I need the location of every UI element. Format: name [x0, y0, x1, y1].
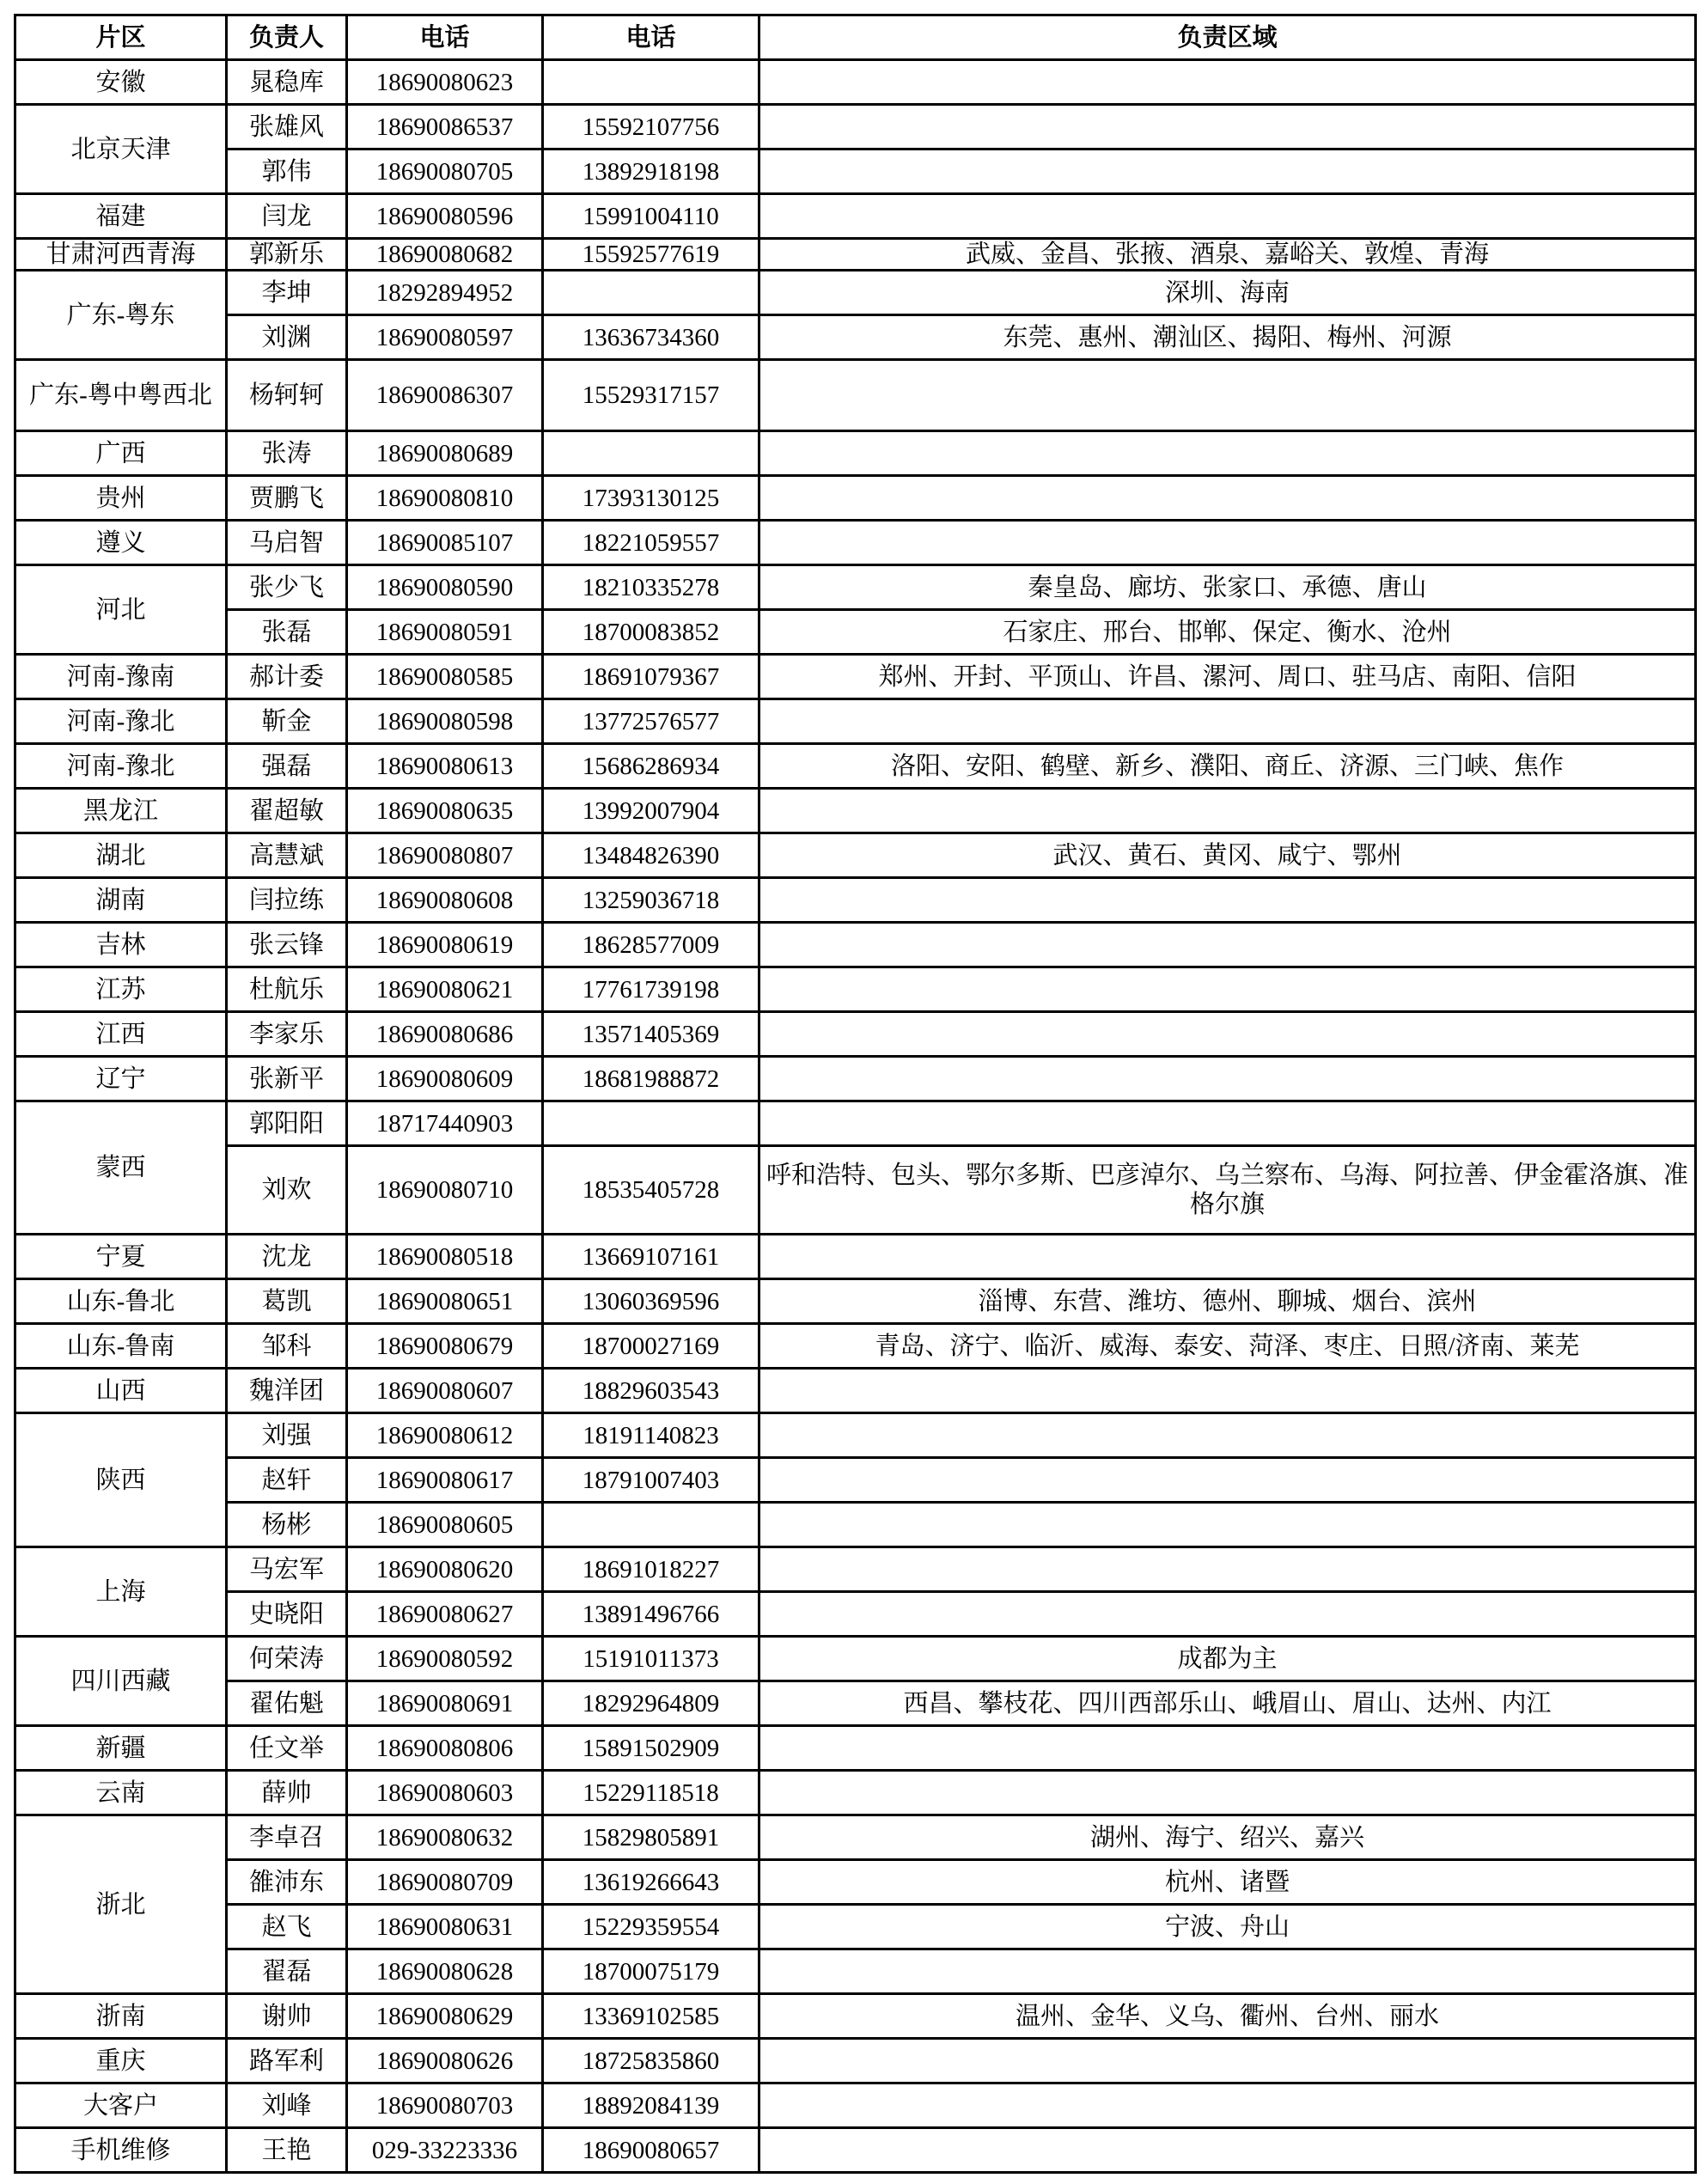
region-cell: 东莞、惠州、潮汕区、揭阳、梅州、河源: [759, 315, 1696, 360]
area-cell: 吉林: [15, 923, 227, 967]
area-cell: 蒙西: [15, 1101, 227, 1235]
area-cell: 遵义: [15, 521, 227, 565]
phone2-cell: 18892084139: [543, 2083, 759, 2128]
phone1-cell: 18690080621: [347, 967, 543, 1012]
person-cell: 张雄风: [227, 105, 347, 149]
phone1-cell: 18690080623: [347, 60, 543, 105]
person-cell: 赵飞: [227, 1905, 347, 1949]
region-cell: 郑州、开封、平顶山、许昌、漯河、周口、驻马店、南阳、信阳: [759, 655, 1696, 699]
phone2-cell: 15686286934: [543, 744, 759, 789]
phone2-cell: 15229359554: [543, 1905, 759, 1949]
phone1-cell: 18690080689: [347, 431, 543, 476]
person-cell: 郭新乐: [227, 239, 347, 271]
phone1-cell: 18690080617: [347, 1458, 543, 1503]
table-row: [15, 878, 1696, 923]
region-cell: [759, 1057, 1696, 1101]
person-cell: 沈龙: [227, 1235, 347, 1279]
area-cell: 四川西藏: [15, 1637, 227, 1726]
region-cell: [759, 194, 1696, 239]
phone2-cell: 13259036718: [543, 878, 759, 923]
phone2-cell: 18628577009: [543, 923, 759, 967]
phone2-cell: 18829603543: [543, 1369, 759, 1413]
table-row: [15, 789, 1696, 833]
region-cell: 西昌、攀枝花、四川西部乐山、峨眉山、眉山、达州、内江: [759, 1681, 1696, 1726]
region-cell: [759, 521, 1696, 565]
region-cell: [759, 2128, 1696, 2173]
person-cell: 闫龙: [227, 194, 347, 239]
person-cell: 晁稳库: [227, 60, 347, 105]
phone1-cell: 18690080585: [347, 655, 543, 699]
phone1-cell: 18690080806: [347, 1726, 543, 1771]
table-row: [15, 1771, 1696, 1815]
phone1-cell: 029-33223336: [347, 2128, 543, 2173]
area-cell: 河南-豫北: [15, 699, 227, 744]
person-cell: 强磊: [227, 744, 347, 789]
area-cell: 安徽: [15, 60, 227, 105]
phone1-cell: 18690080605: [347, 1503, 543, 1547]
person-cell: 魏洋团: [227, 1369, 347, 1413]
table-row: [15, 1413, 1696, 1458]
person-cell: 张磊: [227, 610, 347, 655]
phone2-cell: [543, 1101, 759, 1146]
header-area: 片区: [15, 15, 227, 60]
area-cell: 河北: [15, 565, 227, 655]
table-row: [15, 610, 1696, 655]
person-cell: 薛帅: [227, 1771, 347, 1815]
person-cell: 任文举: [227, 1726, 347, 1771]
region-cell: [759, 1949, 1696, 1994]
table-row: [15, 271, 1696, 315]
phone2-cell: [543, 60, 759, 105]
phone2-cell: 18791007403: [543, 1458, 759, 1503]
phone2-cell: 18691079367: [543, 655, 759, 699]
phone1-cell: 18690080629: [347, 1994, 543, 2039]
area-cell: 新疆: [15, 1726, 227, 1771]
phone2-cell: 13369102585: [543, 1994, 759, 2039]
area-cell: 贵州: [15, 476, 227, 521]
phone1-cell: 18690080807: [347, 833, 543, 878]
table-row: [15, 655, 1696, 699]
phone1-cell: 18690080679: [347, 1324, 543, 1369]
table-row: [15, 1101, 1696, 1146]
table-row: [15, 1279, 1696, 1324]
header-person: 负责人: [227, 15, 347, 60]
table-row: [15, 699, 1696, 744]
area-cell: 江苏: [15, 967, 227, 1012]
region-cell: 秦皇岛、廊坊、张家口、承德、唐山: [759, 565, 1696, 610]
phone2-cell: 15829805891: [543, 1815, 759, 1860]
person-cell: 赵轩: [227, 1458, 347, 1503]
phone1-cell: 18690080628: [347, 1949, 543, 1994]
area-cell: 北京天津: [15, 105, 227, 194]
phone1-cell: 18690080608: [347, 878, 543, 923]
person-cell: 郭阳阳: [227, 1101, 347, 1146]
area-cell: 陕西: [15, 1413, 227, 1547]
phone1-cell: 18690080705: [347, 149, 543, 194]
phone1-cell: 18717440903: [347, 1101, 543, 1146]
table-row: [15, 521, 1696, 565]
person-cell: 杨彬: [227, 1503, 347, 1547]
area-cell: 辽宁: [15, 1057, 227, 1101]
person-cell: 刘强: [227, 1413, 347, 1458]
table-row: [15, 1637, 1696, 1681]
region-cell: [759, 431, 1696, 476]
table-row: [15, 60, 1696, 105]
region-cell: [759, 60, 1696, 105]
area-cell: 上海: [15, 1547, 227, 1637]
region-cell: 武威、金昌、张掖、酒泉、嘉峪关、敦煌、青海: [759, 239, 1696, 271]
table-row: [15, 1458, 1696, 1503]
header-region: 负责区域: [759, 15, 1696, 60]
area-cell: 大客户: [15, 2083, 227, 2128]
region-cell: [759, 789, 1696, 833]
region-cell: 淄博、东营、潍坊、德州、聊城、烟台、滨州: [759, 1279, 1696, 1324]
phone1-cell: 18690080609: [347, 1057, 543, 1101]
table-row: [15, 1324, 1696, 1369]
area-cell: 河南-豫南: [15, 655, 227, 699]
phone2-cell: 13669107161: [543, 1235, 759, 1279]
region-cell: 石家庄、邢台、邯郸、保定、衡水、沧州: [759, 610, 1696, 655]
area-cell: 浙北: [15, 1815, 227, 1994]
table-row: [15, 476, 1696, 521]
person-cell: 张少飞: [227, 565, 347, 610]
area-cell: 广东-粤东: [15, 271, 227, 360]
region-cell: [759, 2083, 1696, 2128]
phone1-cell: 18690080596: [347, 194, 543, 239]
person-cell: 杜航乐: [227, 967, 347, 1012]
phone1-cell: 18690080612: [347, 1413, 543, 1458]
area-cell: 湖北: [15, 833, 227, 878]
table-row: [15, 2083, 1696, 2128]
phone2-cell: 15991004110: [543, 194, 759, 239]
phone2-cell: 15191011373: [543, 1637, 759, 1681]
phone2-cell: 13060369596: [543, 1279, 759, 1324]
region-cell: [759, 1012, 1696, 1057]
phone2-cell: 18700075179: [543, 1949, 759, 1994]
region-cell: [759, 967, 1696, 1012]
phone2-cell: 15891502909: [543, 1726, 759, 1771]
phone2-cell: [543, 271, 759, 315]
person-cell: 马宏军: [227, 1547, 347, 1592]
table-row: [15, 1905, 1696, 1949]
table-row: [15, 1146, 1696, 1235]
phone2-cell: 18700083852: [543, 610, 759, 655]
person-cell: 郭伟: [227, 149, 347, 194]
header-phone-1: 电话: [347, 15, 543, 60]
phone1-cell: 18690080626: [347, 2039, 543, 2083]
phone2-cell: 18691018227: [543, 1547, 759, 1592]
phone2-cell: 18535405728: [543, 1146, 759, 1235]
region-cell: [759, 1369, 1696, 1413]
phone1-cell: 18292894952: [347, 271, 543, 315]
phone2-cell: 18292964809: [543, 1681, 759, 1726]
header-row: [15, 15, 1696, 60]
phone2-cell: 18221059557: [543, 521, 759, 565]
person-cell: 邹科: [227, 1324, 347, 1369]
table-row: [15, 1949, 1696, 1994]
table-row: [15, 1235, 1696, 1279]
phone2-cell: 13619266643: [543, 1860, 759, 1905]
region-cell: 青岛、济宁、临沂、威海、泰安、菏泽、枣庄、日照/济南、莱芜: [759, 1324, 1696, 1369]
area-cell: 重庆: [15, 2039, 227, 2083]
area-cell: 黑龙江: [15, 789, 227, 833]
person-cell: 刘渊: [227, 315, 347, 360]
phone2-cell: 18681988872: [543, 1057, 759, 1101]
region-cell: 成都为主: [759, 1637, 1696, 1681]
person-cell: 高慧斌: [227, 833, 347, 878]
contact-table: [14, 14, 1697, 2174]
area-cell: 云南: [15, 1771, 227, 1815]
person-cell: 史晓阳: [227, 1592, 347, 1637]
phone1-cell: 18690080686: [347, 1012, 543, 1057]
region-cell: 宁波、舟山: [759, 1905, 1696, 1949]
table-row: [15, 1012, 1696, 1057]
table-row: [15, 360, 1696, 431]
phone2-cell: 13891496766: [543, 1592, 759, 1637]
person-cell: 翟超敏: [227, 789, 347, 833]
person-cell: 翟磊: [227, 1949, 347, 1994]
table-row: [15, 1592, 1696, 1637]
region-cell: 呼和浩特、包头、鄂尔多斯、巴彦淖尔、乌兰察布、乌海、阿拉善、伊金霍洛旗、准格尔旗: [759, 1146, 1696, 1235]
phone2-cell: [543, 1503, 759, 1547]
phone1-cell: 18690080635: [347, 789, 543, 833]
table-row: [15, 565, 1696, 610]
table-row: [15, 1057, 1696, 1101]
phone1-cell: 18690080620: [347, 1547, 543, 1592]
phone2-cell: 18690080657: [543, 2128, 759, 2173]
region-cell: [759, 1547, 1696, 1592]
person-cell: 郝计委: [227, 655, 347, 699]
person-cell: 路军利: [227, 2039, 347, 2083]
phone2-cell: 13636734360: [543, 315, 759, 360]
area-cell: 手机维修: [15, 2128, 227, 2173]
region-cell: [759, 1413, 1696, 1458]
phone1-cell: 18690080598: [347, 699, 543, 744]
person-cell: 张云锋: [227, 923, 347, 967]
table-row: [15, 194, 1696, 239]
phone1-cell: 18690080627: [347, 1592, 543, 1637]
phone2-cell: 17761739198: [543, 967, 759, 1012]
area-cell: 山东-鲁南: [15, 1324, 227, 1369]
phone1-cell: 18690086537: [347, 105, 543, 149]
phone2-cell: 15592107756: [543, 105, 759, 149]
area-cell: 福建: [15, 194, 227, 239]
person-cell: 张新平: [227, 1057, 347, 1101]
person-cell: 杨轲轲: [227, 360, 347, 431]
phone2-cell: 13484826390: [543, 833, 759, 878]
phone1-cell: 18690080709: [347, 1860, 543, 1905]
table-row: [15, 149, 1696, 194]
table-row: [15, 1726, 1696, 1771]
person-cell: 贾鹏飞: [227, 476, 347, 521]
phone1-cell: 18690080632: [347, 1815, 543, 1860]
phone1-cell: 18690080651: [347, 1279, 543, 1324]
region-cell: [759, 1771, 1696, 1815]
table-row: [15, 2128, 1696, 2173]
area-cell: 广东-粤中粤西北: [15, 360, 227, 431]
phone1-cell: 18690080710: [347, 1146, 543, 1235]
table-row: [15, 2039, 1696, 2083]
region-cell: [759, 149, 1696, 194]
area-cell: 河南-豫北: [15, 744, 227, 789]
person-cell: 葛凯: [227, 1279, 347, 1324]
region-cell: 温州、金华、义乌、衢州、台州、丽水: [759, 1994, 1696, 2039]
phone1-cell: 18690080682: [347, 239, 543, 271]
phone1-cell: 18690086307: [347, 360, 543, 431]
phone2-cell: 18210335278: [543, 565, 759, 610]
person-cell: 刘峰: [227, 2083, 347, 2128]
phone2-cell: 15229118518: [543, 1771, 759, 1815]
region-cell: 湖州、海宁、绍兴、嘉兴: [759, 1815, 1696, 1860]
person-cell: 李家乐: [227, 1012, 347, 1057]
region-cell: 洛阳、安阳、鹤壁、新乡、濮阳、商丘、济源、三门峡、焦作: [759, 744, 1696, 789]
table-row: [15, 239, 1696, 271]
area-cell: 广西: [15, 431, 227, 476]
header-phone-2: 电话: [543, 15, 759, 60]
phone1-cell: 18690080590: [347, 565, 543, 610]
region-cell: [759, 1592, 1696, 1637]
person-cell: 张涛: [227, 431, 347, 476]
region-cell: [759, 105, 1696, 149]
phone1-cell: 18690080691: [347, 1681, 543, 1726]
table-row: [15, 967, 1696, 1012]
area-cell: 甘肃河西青海: [15, 239, 227, 271]
phone1-cell: 18690080703: [347, 2083, 543, 2128]
region-cell: [759, 1235, 1696, 1279]
person-cell: 马启智: [227, 521, 347, 565]
phone2-cell: 15592577619: [543, 239, 759, 271]
table-row: [15, 105, 1696, 149]
phone2-cell: 13571405369: [543, 1012, 759, 1057]
phone1-cell: 18690080619: [347, 923, 543, 967]
phone2-cell: [543, 431, 759, 476]
area-cell: 山西: [15, 1369, 227, 1413]
phone1-cell: 18690080591: [347, 610, 543, 655]
table-row: [15, 1860, 1696, 1905]
table-row: [15, 744, 1696, 789]
person-cell: 李卓召: [227, 1815, 347, 1860]
phone1-cell: 18690080613: [347, 744, 543, 789]
region-cell: [759, 2039, 1696, 2083]
phone1-cell: 18690080810: [347, 476, 543, 521]
region-cell: [759, 923, 1696, 967]
region-cell: [759, 476, 1696, 521]
area-cell: 浙南: [15, 1994, 227, 2039]
phone1-cell: 18690085107: [347, 521, 543, 565]
area-cell: 江西: [15, 1012, 227, 1057]
phone1-cell: 18690080607: [347, 1369, 543, 1413]
phone1-cell: 18690080518: [347, 1235, 543, 1279]
area-cell: 宁夏: [15, 1235, 227, 1279]
region-cell: [759, 1726, 1696, 1771]
table-row: [15, 1547, 1696, 1592]
table-row: [15, 431, 1696, 476]
region-cell: [759, 878, 1696, 923]
table-row: [15, 1369, 1696, 1413]
person-cell: 何荣涛: [227, 1637, 347, 1681]
table-row: [15, 833, 1696, 878]
table-row: [15, 1681, 1696, 1726]
person-cell: 雒沛东: [227, 1860, 347, 1905]
person-cell: 翟佑魁: [227, 1681, 347, 1726]
area-cell: 山东-鲁北: [15, 1279, 227, 1324]
person-cell: 闫拉练: [227, 878, 347, 923]
phone2-cell: 13992007904: [543, 789, 759, 833]
region-cell: [759, 1101, 1696, 1146]
table-row: [15, 315, 1696, 360]
phone2-cell: 17393130125: [543, 476, 759, 521]
phone2-cell: 18700027169: [543, 1324, 759, 1369]
phone1-cell: 18690080597: [347, 315, 543, 360]
phone2-cell: 15529317157: [543, 360, 759, 431]
region-cell: 深圳、海南: [759, 271, 1696, 315]
phone2-cell: 18725835860: [543, 2039, 759, 2083]
region-cell: [759, 360, 1696, 431]
area-cell: 湖南: [15, 878, 227, 923]
person-cell: 谢帅: [227, 1994, 347, 2039]
region-cell: 杭州、诸暨: [759, 1860, 1696, 1905]
table-row: [15, 1815, 1696, 1860]
region-cell: 武汉、黄石、黄冈、咸宁、鄂州: [759, 833, 1696, 878]
phone2-cell: 13892918198: [543, 149, 759, 194]
table-row: [15, 1994, 1696, 2039]
person-cell: 靳金: [227, 699, 347, 744]
region-cell: [759, 1503, 1696, 1547]
table-row: [15, 1503, 1696, 1547]
person-cell: 王艳: [227, 2128, 347, 2173]
table-row: [15, 923, 1696, 967]
region-cell: [759, 1458, 1696, 1503]
phone1-cell: 18690080592: [347, 1637, 543, 1681]
phone1-cell: 18690080631: [347, 1905, 543, 1949]
phone2-cell: 18191140823: [543, 1413, 759, 1458]
phone2-cell: 13772576577: [543, 699, 759, 744]
person-cell: 刘欢: [227, 1146, 347, 1235]
person-cell: 李坤: [227, 271, 347, 315]
phone1-cell: 18690080603: [347, 1771, 543, 1815]
region-cell: [759, 699, 1696, 744]
